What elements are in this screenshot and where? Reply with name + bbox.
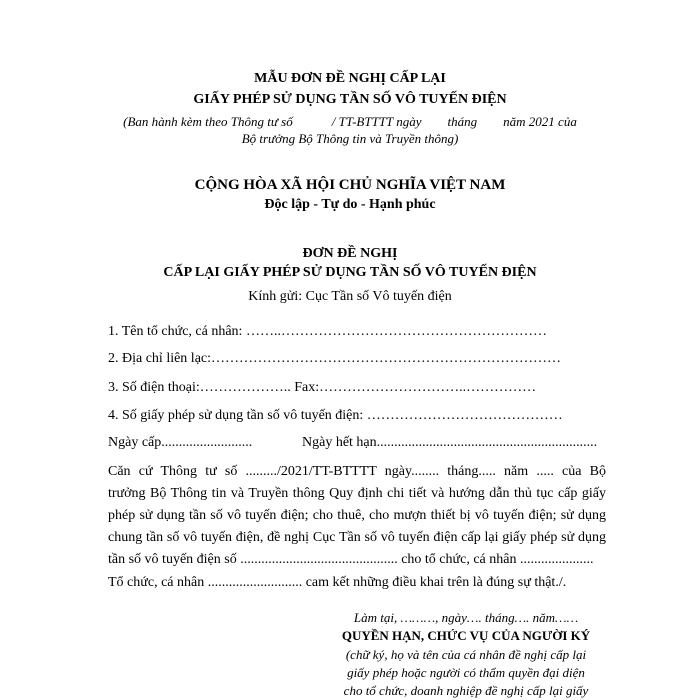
body-line-1: Căn cứ Thông tư số ........./2021/TT-BTTTT ngày........ tháng..... năm ..... của Bộ <box>108 464 606 479</box>
form-title-line-2: GIẤY PHÉP SỬ DỤNG TẦN SỐ VÔ TUYẾN ĐIỆN <box>193 92 507 107</box>
application-title-line-1: ĐƠN ĐỀ NGHỊ <box>302 246 398 261</box>
commitment-statement: Tổ chức, cá nhân ........................... cam kết những điều khai trên là đúng sự thật./. <box>108 575 567 590</box>
field-address: 2. Địa chỉ liên lạc:………………………………………………………………… <box>108 351 562 366</box>
application-title-line-2: CẤP LẠI GIẤY PHÉP SỬ DỤNG TẦN SỐ VÔ TUYẾN ĐIỆN <box>163 265 537 280</box>
field-expiry-date: Ngày hết hạn............................................................... <box>302 435 598 450</box>
body-line-3: phép sử dụng tần số vô tuyến điện; cho thuê, cho mượn thiết bị vô tuyến điện; sử dụng <box>108 508 606 523</box>
signature-place-date: Làm tại, ………, ngày…. tháng…. năm…… <box>353 610 579 625</box>
national-motto: Độc lập - Tự do - Hạnh phúc <box>264 197 436 212</box>
field-name: 1. Tên tổ chức, cá nhân: ……..………………………………………………… <box>108 324 547 339</box>
form-title-line-1: MẪU ĐƠN ĐỀ NGHỊ CẤP LẠI <box>254 71 446 86</box>
signature-note-line-1: (chữ ký, họ và tên của cá nhân đề nghị cấp lại <box>345 647 587 662</box>
field-license-number: 4. Số giấy phép sử dụng tần số vô tuyến điện: …………………………………… <box>108 408 563 423</box>
field-phone-fax: 3. Số điện thoại:……………….. Fax:…………………………..…………… <box>108 380 537 395</box>
addressee: Kính gửi: Cục Tần số Vô tuyến điện <box>248 289 452 304</box>
body-line-2: trưởng Bộ Thông tin và Truyền thông Quy định chi tiết và hướng dẫn thủ tục cấp giấy <box>108 486 606 501</box>
issued-note-line-1: (Ban hành kèm theo Thông tư số / TT-BTTTT ngày tháng năm 2021 của <box>123 114 577 129</box>
national-title: CỘNG HÒA XÃ HỘI CHỦ NGHĨA VIỆT NAM <box>194 177 506 193</box>
signature-note-line-2: giấy phép hoặc người có thẩm quyền đại diện <box>347 665 585 680</box>
signature-note-line-3: cho tổ chức, doanh nghiệp đề nghị cấp lại giấy <box>343 683 589 698</box>
signer-title: QUYỀN HẠN, CHỨC VỤ CỦA NGƯỜI KÝ <box>341 628 591 643</box>
body-line-5: tần số vô tuyến điện số ............................................. cho tổ chức, cá nhân ..................... <box>108 552 594 567</box>
issued-note-line-2: Bộ trưởng Bộ Thông tin và Truyền thông) <box>241 131 459 146</box>
field-issue-date: Ngày cấp.......................... <box>108 435 253 450</box>
body-line-4: chung tần số vô tuyến điện, đề nghị Cục Tần số vô tuyến điện cấp lại giấy phép sử dụng <box>108 530 606 545</box>
body-paragraph <box>108 461 606 571</box>
